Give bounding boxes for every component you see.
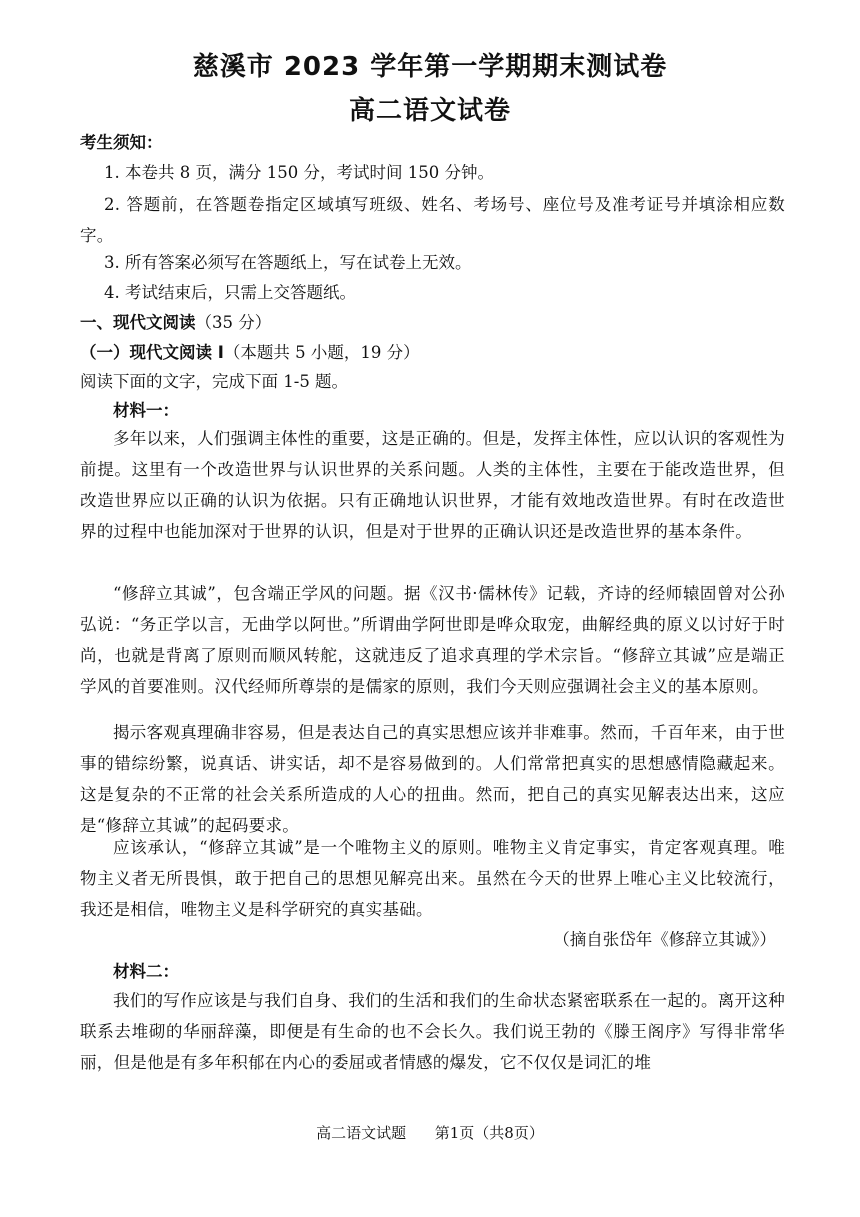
notice-item-2: 2. 答题前，在答题卷指定区域填写班级、姓名、考场号、座位号及准考证号并填涂相应数字。 <box>80 195 785 245</box>
footer-exam-name: 高二语文试题 <box>316 1124 407 1142</box>
notice-item-4: 4. 考试结束后，只需上交答题纸。 <box>104 283 356 302</box>
notice-item-3: 3. 所有答案必须写在答题纸上，写在试卷上无效。 <box>104 253 472 272</box>
material1-paragraph-2: “修辞立其诚”，包含端正学风的问题。据《汉书·儒林传》记载，齐诗的经师辕固曾对公孙弘说：“务正学以言，无曲学以阿世。”所谓曲学阿世即是哗众取宠，曲解经典的原义以讨好于时尚，也就是背离了原则而顺风转舵，这就违反了追求真理的学术宗旨。“修辞立其诚”应是端正学风的首要准则。汉代经师所尊崇的是儒家的原则，我们今天则应强调社会主义的基本原则。 <box>80 584 785 696</box>
exam-title: 慈溪市 2023 学年第一学期期末测试卷 <box>192 52 668 82</box>
exam-subtitle: 高二语文试卷 <box>348 96 511 126</box>
material1-citation: （摘自张岱年《修辞立其诚》） <box>553 930 776 949</box>
subsection-heading <box>80 338 420 368</box>
material1-paragraph-4: 应该承认，“修辞立其诚”是一个唯物主义的原则。唯物主义肯定事实，肯定客观真理。唯物主义者无所畏惧，敢于把自己的思想见解亮出来。虽然在今天的世界上唯心主义比较流行，我还是相信，唯物主义是科学研究的真实基础。 <box>80 838 785 919</box>
material1-paragraph-1: 多年以来，人们强调主体性的重要，这是正确的。但是，发挥主体性，应以认识的客观性为前提。这里有一个改造世界与认识世界的关系问题。人类的主体性，主要在于能改造世界，但改造世界应以正确的认识为依据。只有正确地认识世界，才能有效地改造世界。有时在改造世界的过程中也能加深对于世界的认识，但是对于世界的正确认识还是改造世界的基本条件。 <box>80 429 785 541</box>
page-footer <box>0 1122 860 1143</box>
material1-label: 材料一： <box>113 401 179 420</box>
notice-heading: 考生须知： <box>80 133 163 152</box>
section-heading <box>80 308 271 338</box>
material2-label: 材料二： <box>113 962 179 981</box>
section-heading-text: 一、现代文阅读 <box>80 313 196 332</box>
section-heading-points: （35 分） <box>195 313 272 332</box>
notice-item-1: 1. 本卷共 8 页，满分 150 分，考试时间 150 分钟。 <box>104 163 494 182</box>
reading-instruction: 阅读下面的文字，完成下面 1-5 题。 <box>80 372 349 391</box>
material2-paragraph-1: 我们的写作应该是与我们自身、我们的生活和我们的生命状态紧密联系在一起的。离开这种联系去堆砌的华丽辞藻，即便是有生命的也不会长久。我们说王勃的《滕王阁序》写得非常华丽，但是他是有多年积郁在内心的委屈或者情感的爆发，它不仅仅是词汇的堆 <box>80 991 785 1072</box>
subsection-heading-note: （本题共 5 小题，19 分） <box>223 343 420 362</box>
material1-paragraph-3: 揭示客观真理确非容易，但是表达自己的真实思想应该并非难事。然而，千百年来，由于世事的错综纷繁，说真话、讲实话，却不是容易做到的。人们常常把真实的思想感情隐藏起来。这是复杂的不正常的社会关系所造成的人心的扭曲。然而，把自己的真实见解表达出来，这应是“修辞立其诚”的起码要求。 <box>80 723 785 835</box>
subsection-heading-text: （一）现代文阅读 I <box>80 343 224 362</box>
footer-page-info: 第1页（共8页） <box>434 1124 544 1142</box>
